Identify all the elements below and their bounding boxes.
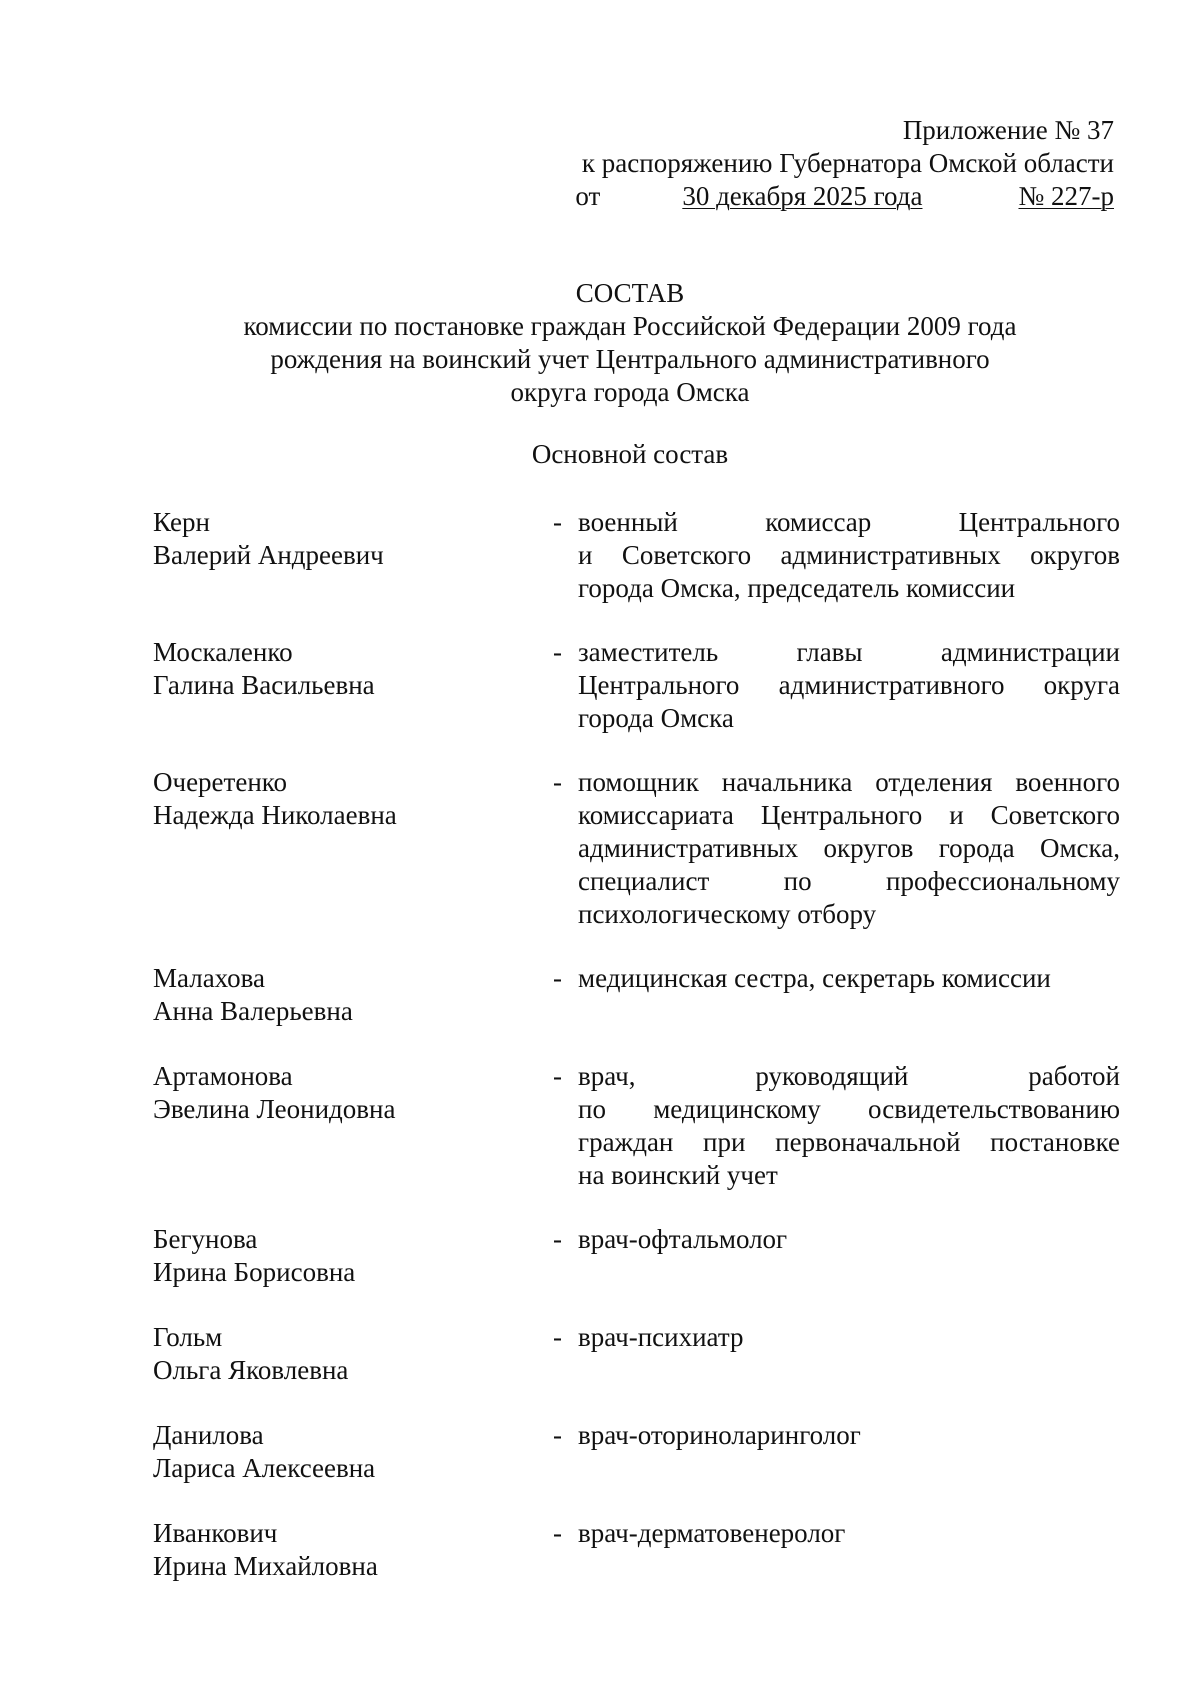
member-role [578, 1419, 1120, 1452]
role-line: Центрального административного округа [578, 670, 1120, 700]
role-line: города Омска [578, 703, 734, 733]
document-number: № 227-р [1018, 181, 1114, 211]
member-given-name: Эвелина Леонидовна [153, 1094, 396, 1124]
member-name [153, 1419, 533, 1485]
member-given-name: Галина Васильевна [153, 670, 375, 700]
subtitle-line: комиссии по постановке граждан Российской Федерации 2009 года [243, 311, 1017, 341]
member-name [153, 506, 533, 572]
appendix-reference: к распоряжению Губернатора Омской области [581, 148, 1114, 178]
member-given-name: Ирина Михайловна [153, 1551, 378, 1581]
member-role [578, 506, 1120, 605]
member-surname: Данилова [153, 1420, 264, 1450]
member-surname: Бегунова [153, 1224, 258, 1254]
role-line: врач-психиатр [578, 1322, 744, 1352]
member-given-name: Ирина Борисовна [153, 1257, 356, 1287]
dash-separator: - [553, 963, 562, 993]
role-line: военный комиссар Центрального [578, 507, 1120, 537]
dash-separator: - [553, 1518, 562, 1548]
subtitle-line: округа города Омска [510, 377, 750, 407]
appendix-number: Приложение № 37 [902, 115, 1114, 145]
date-from-label: от [575, 181, 601, 211]
member-role [578, 1517, 1120, 1550]
member-name [153, 1060, 533, 1126]
member-surname: Керн [153, 507, 210, 537]
member-role [578, 636, 1120, 735]
member-name [153, 962, 533, 1028]
member-given-name: Анна Валерьевна [153, 996, 353, 1026]
member-surname: Артамонова [153, 1061, 293, 1091]
role-line: врач, руководящий работой [578, 1061, 1120, 1091]
role-line: врач-офтальмолог [578, 1224, 788, 1254]
dash-separator: - [553, 1224, 562, 1254]
document-date: 30 декабря 2025 года [682, 181, 923, 211]
member-surname: Гольм [153, 1322, 223, 1352]
member-role [578, 962, 1120, 995]
role-line: психологическому отбору [578, 899, 877, 929]
dash-separator: - [553, 507, 562, 537]
date-field [600, 180, 1006, 213]
role-line: на воинский учет [578, 1160, 778, 1190]
role-line: комиссариата Центрального и Советского [578, 800, 1120, 830]
role-line: помощник начальника отделения военного [578, 767, 1120, 797]
role-line: города Омска, председатель комиссии [578, 573, 1016, 603]
role-line: по медицинскому освидетельствованию [578, 1094, 1120, 1124]
member-role [578, 1321, 1120, 1354]
member-given-name: Валерий Андреевич [153, 540, 384, 570]
document-title: СОСТАВ [575, 278, 685, 308]
member-surname: Малахова [153, 963, 266, 993]
role-line: врач-дерматовенеролог [578, 1518, 846, 1548]
member-name [153, 766, 533, 832]
member-name [153, 1223, 533, 1289]
member-given-name: Надежда Николаевна [153, 800, 397, 830]
dash-separator: - [553, 767, 562, 797]
document-subtitle [150, 310, 1110, 409]
member-surname: Иванкович [153, 1518, 278, 1548]
dash-separator: - [553, 637, 562, 667]
subtitle-line: рождения на воинский учет Центрального административного [270, 344, 990, 374]
member-surname: Москаленко [153, 637, 293, 667]
dash-separator: - [553, 1061, 562, 1091]
member-given-name: Лариса Алексеевна [153, 1453, 376, 1483]
member-surname: Очеретенко [153, 767, 288, 797]
dash-separator: - [553, 1322, 562, 1352]
appendix-header [494, 114, 1114, 213]
title-block [150, 276, 1110, 409]
role-line: медицинская сестра, секретарь комиссии [578, 963, 1051, 993]
dash-separator: - [553, 1420, 562, 1450]
member-role [578, 1223, 1120, 1256]
member-role [578, 1060, 1120, 1192]
role-line: специалист по профессиональному [578, 866, 1120, 896]
appendix-date-line [494, 180, 1114, 213]
role-line: врач-оториноларинголог [578, 1420, 861, 1450]
role-line: административных округов города Омска, [578, 833, 1120, 863]
member-name [153, 1321, 533, 1387]
role-line: и Советского административных округов [578, 540, 1120, 570]
section-title: Основной состав [531, 439, 729, 469]
member-role [578, 766, 1120, 931]
member-name [153, 1517, 533, 1583]
role-line: граждан при первоначальной постановке [578, 1127, 1120, 1157]
member-given-name: Ольга Яковлевна [153, 1355, 349, 1385]
role-line: заместитель главы администрации [578, 637, 1120, 667]
member-name [153, 636, 533, 702]
